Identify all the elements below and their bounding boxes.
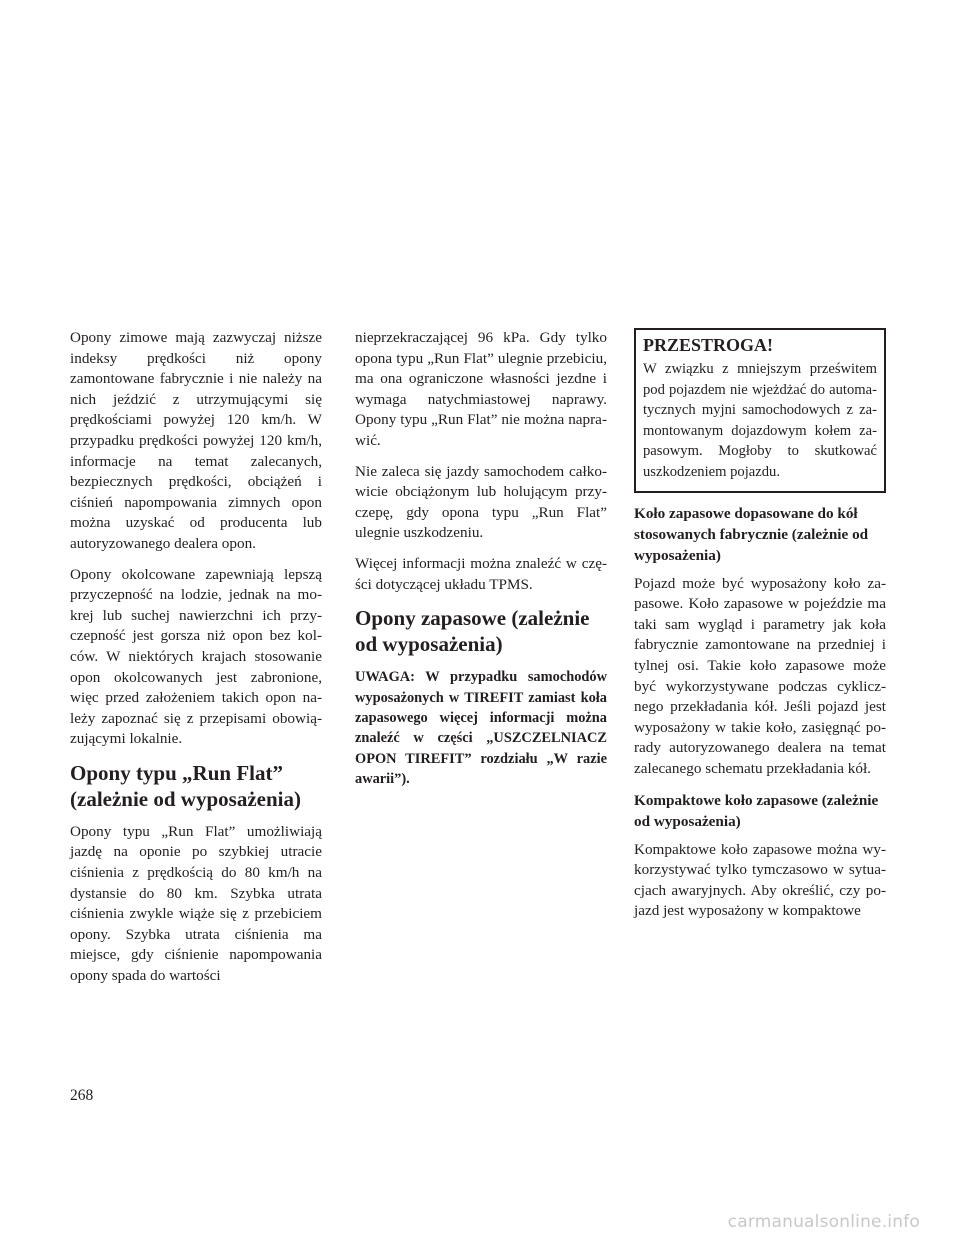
column-right xyxy=(634,328,886,932)
paragraph-tpms-reference: Więcej informacji można znaleźć w części dotyczącej układu TPMS. xyxy=(355,554,607,593)
heading-spare-tires: Opony zapasowe (zależnie od wyposażenia) xyxy=(355,606,590,657)
paragraph-compact-spare: Kompaktowe koło zapasowe można wykorzystywać tylko tymczasowo w sytuacjach awaryjnych. Aby określić, czy pojazd jest wyposażony w kompaktowe xyxy=(634,840,886,920)
page-number: 268 xyxy=(70,1087,94,1104)
paragraph-studded-tires: Opony okolcowane zapewniają lepszą przyczepność na lodzie, jednak na mokrej lub suchej nawierzchni ich przyczepność jest gorsza niż opon bez kolców. W niektórych krajach stosowanie opon okolcowanych jest zabronione, więc przed założeniem takich opon należy zapoznać się z przepisami obowiązującymi lokalnie. xyxy=(70,565,322,748)
warning-box xyxy=(634,328,886,493)
paragraph-winter-tires: Opony zimowe mają zazwyczaj niższe indeksy prędkości niż opony zamontowane fabrycznie i nie należy na nich jeździć z utrzymującymi się prędkościami powyżej 120 km/h. W przypadku prędkości powyżej 120 km/h, informacje na temat zalecanych, bezpiecznych prędkości, obciążeń i ciśnień napompowania zimnych opon można uzyskać od producenta lub autoryzowanego dealera opon. xyxy=(70,329,322,552)
paragraph-full-size-spare: Pojazd może być wyposażony koło zapasowe. Koło zapasowe w pojeździe ma taki sam wygląd i parametry jak koła fabrycznie zamontowane na przedniej i tylnej osi. Takie koło zapasowe może być wykorzystywane podczas cyklicznego przekładania kół. Jeśli pojazd jest wyposażony w takie koło, zasięgnąć porady autoryzowanego dealera na temat zalecanego schematu przekładania kół. xyxy=(634,574,886,777)
heading-compact-spare: Kompaktowe koło zapasowe (zależnie od wyposażenia) xyxy=(634,791,879,830)
paragraph-run-flat-intro: Opony typu „Run Flat” umożliwiają jazdę na oponie po szybkiej utracie ciśnienia z prędkością do 80 km/h na dystansie do 80 km. Szybka utrata ciśnienia zwykle wiąże się z przebiciem opony. Szybka utrata ciśnienia ma miejsce, gdy ciśnienie napompowania opony spada do wartości xyxy=(70,822,322,985)
watermark-logo: carmanualsonline.info xyxy=(727,1212,920,1232)
column-middle xyxy=(355,328,607,800)
paragraph-run-flat-pressure: nieprzekraczającej 96 kPa. Gdy tylko opona typu „Run Flat” ulegnie przebiciu, ma ona ograniczone własności jezdne i wymaga natychmiastowej naprawy. Opony typu „Run Flat” nie można naprawić. xyxy=(355,329,607,449)
heading-full-size-spare: Koło zapasowe dopasowane do kół stosowanych fabrycznie (zależnie od wyposażenia) xyxy=(634,504,869,564)
warning-title: PRZESTROGA! xyxy=(643,335,774,355)
paragraph-run-flat-load: Nie zaleca się jazdy samochodem całkowicie obciążonym lub holującym przyczepę, gdy opona typu „Run Flat” ulegnie uszkodzeniu. xyxy=(355,462,607,542)
note-tirefit: UWAGA: W przypadku samochodów wyposażonych w TIREFIT zamiast koła zapasowego więcej informacji można znaleźć w części „USZCZELNIACZ OPON TIREFIT” rozdziału „W razie awarii”). xyxy=(355,669,607,788)
warning-text: W związku z mniejszym prześwitem pod pojazdem nie wjeżdżać do automatycznych myjni samochodowych z zamontowanym dojazdowym kołem zapasowym. Mogłoby to skutkować uszkodzeniem pojazdu. xyxy=(643,361,877,480)
column-left xyxy=(70,328,322,997)
heading-run-flat-tires: Opony typu „Run Flat” (zależnie od wyposażenia) xyxy=(70,760,301,811)
